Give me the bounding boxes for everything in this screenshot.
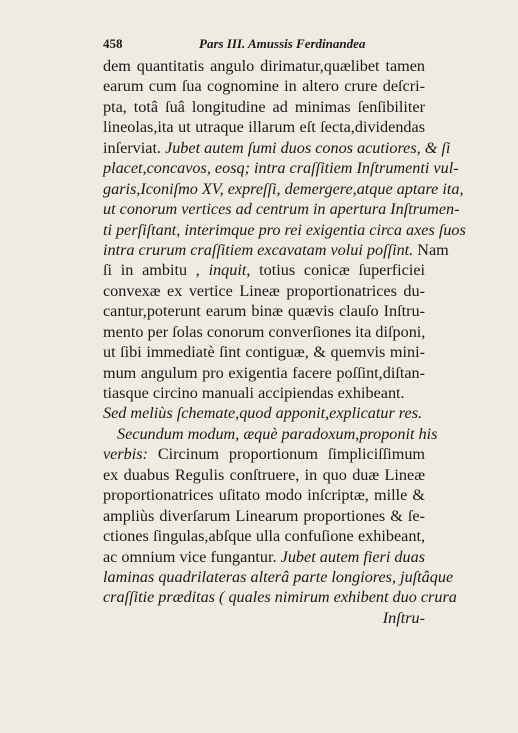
text-line xyxy=(103,97,425,117)
text-segment: mento per ſolas conorum converſiones ita diſponi, xyxy=(103,322,426,341)
text-segment: ex duabus Regulis conſtruere, in quo duæ Lineæ xyxy=(103,465,425,484)
text-segment: ctiones ſingulas,abſque ulla confuſione exhibeant, xyxy=(103,527,425,546)
text-segment: pta, totâ ſuâ longitudine ad minimas ſenſibiliter xyxy=(103,97,425,116)
page-header xyxy=(103,36,443,54)
text-line xyxy=(103,383,425,403)
text-line xyxy=(103,526,425,546)
text-segment: dem quantitatis angulo dirimatur,quælibet tamen xyxy=(103,57,425,75)
text-line xyxy=(103,199,460,219)
text-line xyxy=(103,403,425,423)
text-segment: Jubet autem ſumi duos conos acutiores, & ſi xyxy=(165,138,451,157)
text-line xyxy=(103,117,425,137)
text-line xyxy=(103,56,425,76)
text-line xyxy=(103,444,425,464)
text-segment: inquit xyxy=(208,261,247,280)
text-segment: inſerviat. xyxy=(103,138,166,157)
text-line xyxy=(103,158,459,178)
text-segment: , totius conicæ ſuperficiei xyxy=(246,261,426,280)
text-segment: cantur,poterunt earum binæ quævis clauſo Inſtru- xyxy=(103,302,425,321)
body-text xyxy=(103,56,466,628)
text-segment: ampliùs diverſarum Linearum proportiones & ſe- xyxy=(103,506,425,525)
text-line xyxy=(103,301,425,321)
text-segment: ac omnium vice fungantur. xyxy=(103,547,281,566)
text-segment: tiasque circino manuali accipiendas exhibeant. xyxy=(103,384,405,402)
text-segment: convexæ ex vertice Lineæ proportionatrices du- xyxy=(103,281,425,300)
text-line xyxy=(103,424,438,444)
text-segment: intra crurum craſſitiem excavatam volui poſſint. xyxy=(103,240,418,259)
text-line xyxy=(103,506,425,526)
text-line xyxy=(103,567,454,587)
text-segment: Nam xyxy=(417,240,449,259)
text-segment: verbis: xyxy=(103,445,158,464)
text-segment: laminas quadrilateras alterâ parte longiores, juſtâque xyxy=(103,567,454,586)
text-segment: ſi in ambitu , xyxy=(103,261,209,280)
text-segment: garis,Iconiſmo XV, expreſſi, demergere,atque aptare ita, xyxy=(103,179,464,198)
text-segment: lineolas,ita ut utraque illarum eſt ſecta,dividendas xyxy=(103,118,425,137)
text-line xyxy=(103,342,425,362)
text-line xyxy=(103,76,425,96)
text-segment: Secundum modum, æquè paradoxum,proponit his xyxy=(117,424,438,443)
text-segment: Circinum proportionum ſimpliciſſimum xyxy=(157,445,426,464)
text-segment: Inſtru- xyxy=(382,608,425,627)
text-segment: Jubet autem fieri duas xyxy=(280,547,425,566)
text-line xyxy=(103,220,466,240)
text-line xyxy=(103,363,425,383)
text-segment: earum cum ſua cognomine in altero crure deſcri- xyxy=(103,77,425,96)
running-head: Pars III. Amussis Ferdinandea xyxy=(199,36,366,51)
text-line xyxy=(103,281,425,301)
text-line xyxy=(103,608,425,628)
text-segment: ut conorum vertices ad centrum in apertura Inſtrumen- xyxy=(103,200,460,219)
text-line xyxy=(103,485,425,505)
text-segment: mum angulum pro exigentia facere poſſint,diſtan- xyxy=(103,363,425,382)
text-segment: Sed meliùs ſchemate,quod apponit,explicatur res. xyxy=(103,404,423,423)
text-segment: ti perſiſtant, interimque pro rei exigentia circa axes ſuos xyxy=(103,220,466,239)
text-line xyxy=(103,260,425,280)
text-segment: proportionatrices uſitato modo inſcriptæ, mille & xyxy=(103,486,425,505)
text-line xyxy=(103,547,425,567)
text-line xyxy=(103,179,464,199)
text-segment: placet,concavos, eosq; intra craſſitiem Inſtrumenti vul- xyxy=(103,159,459,178)
text-line xyxy=(103,587,457,607)
page-number: 458 xyxy=(103,36,123,51)
text-line xyxy=(103,322,425,342)
text-line xyxy=(103,240,449,260)
text-segment: ut ſibi immediatè ſint contiguæ, & quemvis mini- xyxy=(103,343,425,362)
text-line xyxy=(103,465,425,485)
text-line xyxy=(103,138,451,158)
text-segment: craſſitie præditas ( quales nimirum exhibent duo crura xyxy=(103,588,457,607)
